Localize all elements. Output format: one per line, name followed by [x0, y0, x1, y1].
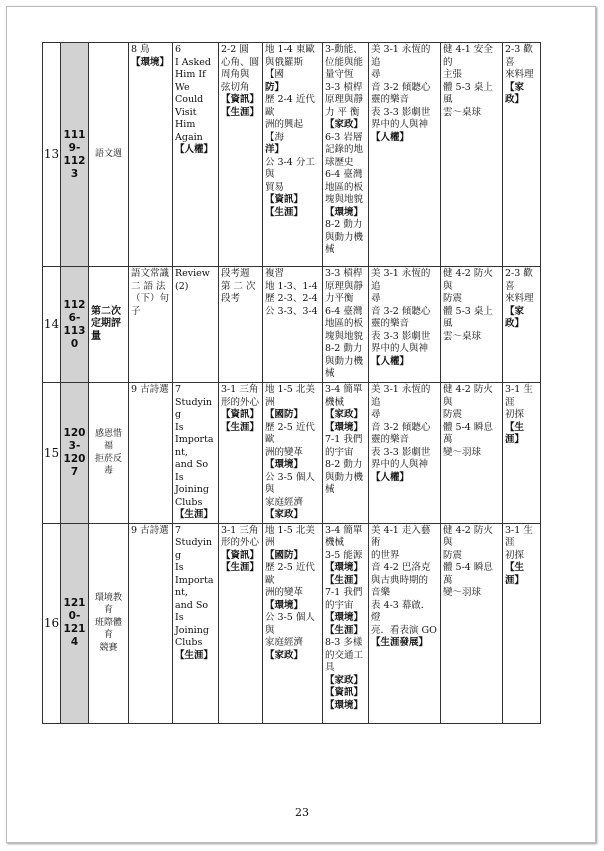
- social-cell: [263, 383, 323, 524]
- date-line: 1214: [63, 623, 86, 648]
- topic-tag: 【環境】: [325, 562, 364, 573]
- lesson-line: 6-4 臺灣: [325, 305, 363, 317]
- lesson-line: 洲的興起【海: [265, 119, 304, 143]
- lesson-line: 6-4 臺灣: [325, 169, 363, 180]
- lesson-line: 地 1-4 東歐: [265, 44, 315, 55]
- week-number: 15: [43, 383, 61, 524]
- lesson-line: 雲～桌球: [443, 330, 482, 342]
- lesson-line: 機械: [325, 537, 345, 548]
- event-line: 環境教育: [94, 592, 122, 616]
- lesson-line: 音 3-2 傾聽心: [371, 421, 431, 433]
- topic-tag: 【家政】: [325, 119, 364, 130]
- lesson-line: 8-2 動力: [325, 343, 363, 354]
- lesson-line: 美 3-1 永恆的追: [371, 384, 431, 408]
- integrated-cell: [503, 523, 541, 723]
- lesson-line: 械: [325, 244, 335, 255]
- lesson-line: 機械: [325, 396, 345, 408]
- lesson-line: 靈的樂音: [371, 434, 410, 445]
- topic-tag: 【生涯】: [325, 624, 364, 636]
- event-line: 語文週: [94, 149, 122, 160]
- lesson-line: 8-2 動力: [325, 219, 363, 230]
- lesson-line: Visit Him: [175, 106, 197, 130]
- lesson-line: 與俄羅斯【國: [265, 56, 304, 80]
- event-line: 班際體育: [94, 617, 122, 641]
- lesson-line: 變～羽球: [443, 587, 482, 598]
- lesson-line: 健 4-2 防火與: [443, 268, 493, 292]
- topic-tag: 【家政】: [265, 509, 304, 520]
- lesson-line: 與動力機: [325, 355, 364, 367]
- lesson-line: I Asked: [175, 56, 211, 68]
- lesson-line: 公 3-5 個人與: [265, 612, 315, 636]
- math-cell: [219, 383, 263, 524]
- lesson-line: 尋: [371, 293, 381, 304]
- lesson-line: 語文常識: [131, 268, 170, 279]
- lesson-line: 健 4-1 安全的: [443, 44, 493, 68]
- lesson-line: 7: [175, 524, 182, 536]
- lesson-line: 美 4-1 走入藝術: [371, 524, 431, 548]
- lesson-line: 主張: [443, 69, 463, 80]
- schedule-table: [42, 42, 541, 724]
- lesson-line: 械: [325, 484, 335, 495]
- lesson-line: 初探: [505, 549, 525, 561]
- topic-tag: 【環境】: [325, 612, 364, 623]
- date-line: 1126-: [63, 298, 86, 324]
- lesson-line: 家庭經濟: [265, 637, 304, 648]
- topic-tag: 【資訊】: [221, 94, 260, 105]
- topic-tag: 【家政】: [265, 649, 304, 661]
- lesson-line: and So Is: [175, 459, 209, 483]
- date-line: 1130: [63, 324, 86, 350]
- lesson-line: 的宇宙: [325, 446, 354, 458]
- topic-tag: 【生涯】: [221, 562, 260, 573]
- lesson-line: Joining: [175, 484, 209, 495]
- lesson-line: Studying: [175, 396, 213, 420]
- lesson-line: 與古典時期的: [371, 574, 429, 586]
- lesson-line: 段考週: [221, 268, 250, 279]
- lesson-line: 塊與地貌: [325, 194, 364, 205]
- lesson-line: and So Is: [175, 599, 209, 623]
- lesson-line: 複習: [265, 268, 285, 279]
- lesson-line: Important,: [175, 574, 214, 598]
- topic-tag: 【環境】: [265, 459, 304, 470]
- lesson-line: Joining: [175, 624, 209, 636]
- lesson-line: 二 語 法: [131, 280, 166, 292]
- topic-tag: 【環境】: [131, 56, 170, 68]
- lesson-line: 9 古詩選: [131, 384, 169, 395]
- lesson-line: 地區的板: [325, 318, 364, 329]
- topic-tag: 【生涯】: [221, 421, 260, 433]
- arts-cell: [369, 523, 441, 723]
- date-range: [61, 43, 89, 267]
- lesson-line: 9 古詩選: [131, 524, 169, 536]
- lesson-line: 防震: [443, 549, 463, 561]
- lesson-line: 塊與地貌: [325, 330, 364, 342]
- chinese-cell: [129, 383, 173, 524]
- social-cell: [263, 523, 323, 723]
- lesson-line: 2-3 歡喜: [505, 44, 533, 68]
- lesson-line: 變～羽球: [443, 446, 482, 458]
- lesson-line: 2-2 圓: [221, 44, 249, 55]
- lesson-line: 與動力機: [325, 471, 364, 483]
- lesson-line: Clubs: [175, 637, 203, 648]
- topic-tag: 【生涯】: [265, 206, 304, 218]
- lesson-line: 力 平 衡: [325, 106, 360, 118]
- lesson-line: Review (2): [175, 268, 210, 292]
- week-number: 13: [43, 43, 61, 267]
- lesson-line: 洲的變革: [265, 587, 304, 598]
- school-event: [89, 267, 129, 383]
- lesson-line: 健 4-2 防火與: [443, 384, 493, 408]
- topic-tag: 【家政】: [325, 409, 364, 420]
- topic-tag: 【人權】: [371, 471, 410, 483]
- science-cell: [323, 43, 369, 267]
- lesson-line: 地 1-3、1-4: [265, 280, 318, 292]
- topic-tag: 【家政】: [505, 305, 525, 329]
- lesson-line: 7: [175, 384, 182, 395]
- lesson-line: 3-3 槓桿: [325, 268, 363, 279]
- lesson-line: 地 1-5 北美洲: [265, 524, 315, 548]
- lesson-line: 3-1 生涯: [505, 384, 533, 408]
- math-cell: [219, 267, 263, 383]
- topic-tag: 洋】: [265, 144, 285, 155]
- lesson-line: 音 3-2 傾聽心: [371, 305, 431, 317]
- lesson-line: Could: [175, 94, 204, 105]
- lesson-line: 3-動能、: [325, 44, 363, 55]
- lesson-line: 歷 2-4 近代歐: [265, 94, 315, 118]
- english-cell: [173, 267, 219, 383]
- lesson-line: 音樂: [371, 587, 391, 598]
- event-line: 競賽: [99, 642, 118, 653]
- lesson-line: 的宇宙: [325, 599, 354, 611]
- schedule-body: [43, 43, 541, 724]
- lesson-line: Is: [175, 562, 184, 573]
- lesson-line: 具: [325, 662, 335, 673]
- table-row: [43, 43, 541, 267]
- english-cell: [173, 383, 219, 524]
- lesson-line: 表 3-3 影劇世: [371, 330, 431, 342]
- topic-tag: 【國防】: [265, 409, 304, 420]
- date-range: [61, 383, 89, 524]
- lesson-line: 歷 2-5 近代歐: [265, 562, 315, 586]
- math-cell: [219, 523, 263, 723]
- lesson-line: 3-5 能源: [325, 549, 363, 561]
- topic-tag: 【人權】: [371, 131, 410, 143]
- lesson-line: 位能與能: [325, 56, 364, 68]
- page-number: 23: [295, 806, 309, 819]
- lesson-line: 體 5-3 桌上風: [443, 81, 493, 105]
- topic-tag: 【生涯】: [505, 421, 525, 445]
- table-row: [43, 383, 541, 524]
- arts-cell: [369, 43, 441, 267]
- lesson-line: 3-4 簡單: [325, 384, 363, 395]
- topic-tag: 【人權】: [175, 144, 214, 155]
- lesson-line: 雲～桌球: [443, 106, 482, 118]
- school-event: [89, 43, 129, 267]
- lesson-line: 7-1 我們: [325, 587, 363, 598]
- lesson-line: 來料理: [505, 69, 534, 80]
- event-line: 定期評: [91, 318, 121, 330]
- date-line: 1210-: [63, 597, 86, 622]
- science-cell: [323, 383, 369, 524]
- lesson-line: 地區的板: [325, 181, 364, 193]
- topic-tag: 【環境】: [325, 206, 364, 218]
- topic-tag: 【資訊】: [325, 687, 364, 698]
- lesson-line: 洲的變革: [265, 446, 304, 458]
- lesson-line: 防震: [443, 409, 463, 420]
- lesson-line: 8-2 動力: [325, 459, 363, 470]
- science-cell: [323, 523, 369, 723]
- lesson-line: 界中的人與神: [371, 459, 429, 470]
- date-line: 1207: [63, 452, 86, 478]
- lesson-line: 尋: [371, 409, 381, 420]
- arts-cell: [369, 267, 441, 383]
- topic-tag: 【生涯】: [175, 509, 214, 520]
- lesson-line: 記錄的地: [325, 144, 364, 155]
- lesson-line: 美 3-1 永恆的追: [371, 44, 431, 68]
- lesson-line: 段考: [221, 293, 241, 304]
- school-event: [89, 523, 129, 723]
- week-number: 14: [43, 267, 61, 383]
- lesson-line: 3-1 三角: [221, 524, 259, 536]
- lesson-line: 公 3-3、3-4: [265, 305, 318, 317]
- topic-tag: 【資訊】: [265, 194, 304, 205]
- lesson-line: 械: [325, 368, 335, 379]
- math-cell: [219, 43, 263, 267]
- lesson-line: 來料理: [505, 293, 534, 304]
- lesson-line: 體 5-3 桌上風: [443, 305, 493, 329]
- lesson-line: 美 3-1 永恆的追: [371, 268, 431, 292]
- lesson-line: 第 二 次: [221, 280, 256, 292]
- topic-tag: 【人權】: [371, 355, 410, 367]
- topic-tag: 【生涯】: [325, 574, 364, 586]
- lesson-line: 靈的樂音: [371, 94, 410, 105]
- science-cell: [323, 267, 369, 383]
- date-line: 1203-: [63, 426, 86, 452]
- topic-tag: 【生涯】: [175, 649, 214, 661]
- topic-tag: 【環境】: [325, 699, 364, 711]
- lesson-line: 表 4-3 幕啟．燈: [371, 599, 431, 623]
- english-cell: [173, 523, 219, 723]
- lesson-line: 8 鳥: [131, 44, 150, 55]
- lesson-line: 力平衡: [325, 293, 354, 304]
- date-range: [61, 267, 89, 383]
- social-cell: [263, 43, 323, 267]
- topic-tag: 【國防】: [265, 549, 304, 561]
- arts-cell: [369, 383, 441, 524]
- lesson-line: 音 4-2 巴洛克: [371, 562, 431, 573]
- lesson-line: 表 3-3 影劇世: [371, 446, 431, 458]
- lesson-line: Is: [175, 421, 184, 433]
- lesson-line: 周角與: [221, 69, 250, 80]
- table-row: [43, 267, 541, 383]
- lesson-line: 與動力機: [325, 231, 364, 243]
- event-line: 量: [91, 330, 101, 342]
- lesson-line: Again: [175, 131, 203, 143]
- lesson-line: 貿易: [265, 181, 285, 193]
- week-number: 16: [43, 523, 61, 723]
- table-row: [43, 523, 541, 723]
- lesson-line: 音 3-2 傾聽心: [371, 81, 431, 93]
- lesson-line: 2-3 歡喜: [505, 268, 533, 292]
- chinese-cell: [129, 523, 173, 723]
- pe-health-cell: [441, 267, 503, 383]
- lesson-line: 3-1 生涯: [505, 524, 533, 548]
- event-line: 第二次: [91, 305, 121, 317]
- date-line: 1123: [63, 154, 86, 180]
- lesson-line: 尋: [371, 69, 381, 80]
- lesson-line: 心角、圓: [221, 56, 260, 68]
- lesson-line: 家庭經濟: [265, 496, 304, 508]
- integrated-cell: [503, 383, 541, 524]
- lesson-line: 原理與靜: [325, 280, 364, 292]
- school-event: [89, 383, 129, 524]
- lesson-line: 3-3 槓桿: [325, 81, 363, 93]
- lesson-line: 公 3-5 個人與: [265, 471, 315, 495]
- lesson-line: 8-3 多樣: [325, 637, 363, 648]
- topic-tag: 【生涯發展】: [371, 637, 429, 648]
- lesson-line: Him If We: [175, 69, 206, 93]
- lesson-line: 形的外心: [221, 537, 260, 548]
- event-line: 拒菸反毒: [94, 453, 122, 477]
- lesson-line: 體 5-4 瞬息萬: [443, 421, 493, 445]
- pe-health-cell: [441, 383, 503, 524]
- topic-tag: 【環境】: [265, 599, 304, 611]
- lesson-line: 歷 2-5 近代歐: [265, 421, 315, 445]
- lesson-line: 原理與靜: [325, 94, 364, 105]
- lesson-line: 弦切角: [221, 81, 250, 93]
- lesson-line: 防震: [443, 293, 463, 304]
- lesson-line: 球歷史: [325, 156, 354, 168]
- lesson-line: 3-4 簡單: [325, 524, 363, 536]
- english-cell: [173, 43, 219, 267]
- lesson-line: 子: [131, 305, 141, 317]
- lesson-line: 6: [175, 44, 182, 55]
- lesson-line: 的交通工: [325, 649, 364, 661]
- topic-tag: 【家政】: [505, 81, 525, 105]
- date-range: [61, 523, 89, 723]
- topic-tag: 防】: [265, 81, 285, 93]
- lesson-line: 的世界: [371, 549, 400, 561]
- lesson-line: 亮．看表演 GO: [371, 624, 437, 636]
- lesson-line: 界中的人與神: [371, 119, 429, 130]
- topic-tag: 【家政】: [325, 674, 364, 686]
- lesson-line: 6-3 岩層: [325, 131, 363, 143]
- lesson-line: 初探: [505, 409, 525, 420]
- lesson-line: Clubs: [175, 496, 203, 508]
- topic-tag: 【生涯】: [221, 106, 260, 118]
- lesson-line: 表 3-3 影劇世: [371, 106, 431, 118]
- integrated-cell: [503, 267, 541, 383]
- chinese-cell: [129, 43, 173, 267]
- chinese-cell: [129, 267, 173, 383]
- pe-health-cell: [441, 523, 503, 723]
- topic-tag: 【資訊】: [221, 549, 260, 561]
- lesson-line: 地 1-5 北美洲: [265, 384, 315, 408]
- topic-tag: 【資訊】: [221, 409, 260, 420]
- lesson-line: 3-1 三角: [221, 384, 259, 395]
- event-line: 感恩惜福: [94, 428, 122, 452]
- topic-tag: 【生涯】: [505, 562, 525, 586]
- lesson-line: 歷 2-3、2-4: [265, 293, 318, 304]
- date-line: 1119-: [63, 128, 86, 154]
- topic-tag: 【環境】: [325, 421, 364, 433]
- lesson-line: 靈的樂音: [371, 318, 410, 329]
- lesson-line: 量守恆: [325, 69, 354, 80]
- lesson-line: 形的外心: [221, 396, 260, 408]
- pe-health-cell: [441, 43, 503, 267]
- lesson-line: 公 3-4 分工與: [265, 156, 315, 180]
- lesson-line: Studying: [175, 537, 213, 561]
- lesson-line: （下）句: [131, 293, 170, 304]
- lesson-line: 健 4-2 防火與: [443, 524, 493, 548]
- integrated-cell: [503, 43, 541, 267]
- lesson-line: 界中的人與神: [371, 343, 429, 354]
- social-cell: [263, 267, 323, 383]
- lesson-line: 體 5-4 瞬息萬: [443, 562, 493, 586]
- lesson-line: Important,: [175, 434, 214, 458]
- lesson-line: 7-1 我們: [325, 434, 363, 445]
